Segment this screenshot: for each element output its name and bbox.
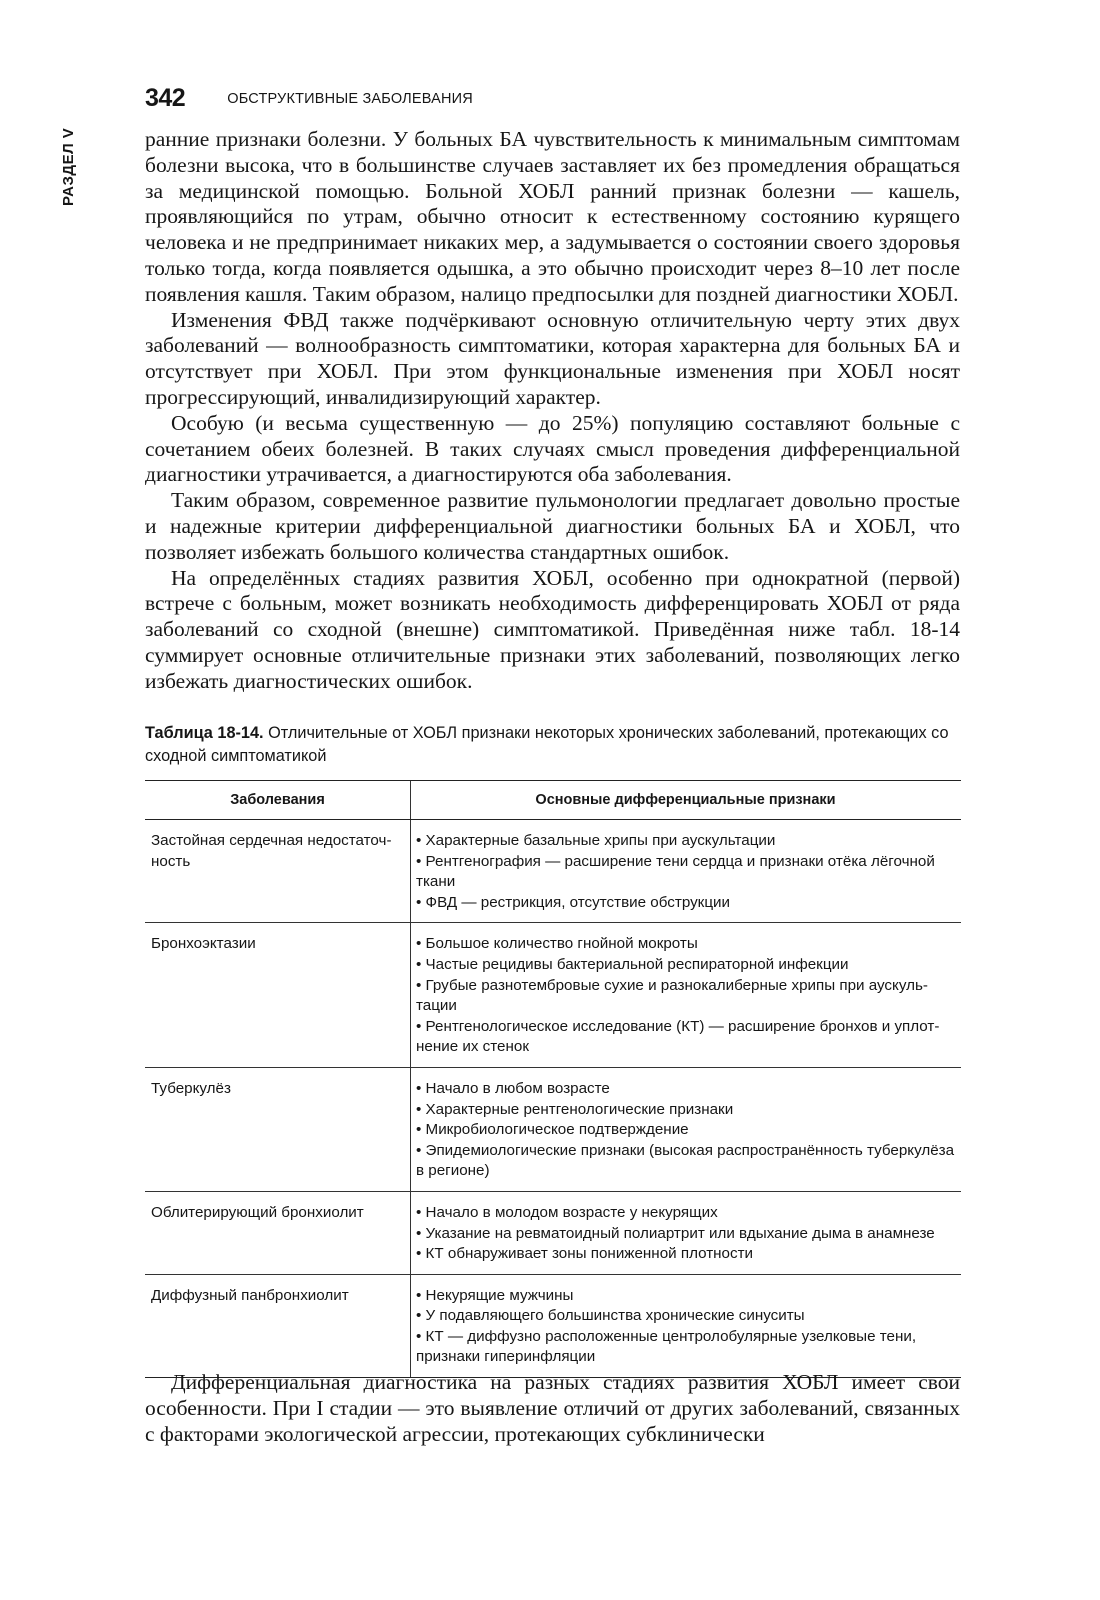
paragraph: ранние признаки болезни. У больных БА чувствительность к минимальным симптомам болезни высока, что в большинстве случаев заставляет их без промедления обращаться за медицинской помощью. Больной ХОБЛ ранний признак болезни — кашель, проявляющийся по утрам, обычно относит к естественному состоянию курящего человека и не предпринимает никаких мер, а задумывается о состоянии своего здоровья только тогда, когда появляется одышка, а это обычно происходит через 8–10 лет после появления кашля. Таким образом, налицо предпосылки для поздней диагностики ХОБЛ.	[145, 127, 960, 306]
feature-item: • Большое количество гнойной мокроты	[416, 935, 698, 953]
table-row	[145, 1067, 961, 1191]
disease-cell: Диффузный панбронхиолит	[145, 1274, 411, 1377]
column-header-features: Основные дифференциальные признаки	[411, 781, 962, 820]
column-header-diseases: Заболевания	[145, 781, 411, 820]
table-caption-text: Отличительные от ХОБЛ признаки некоторых хронических заболеваний, протекающих со сходной симптоматикой	[145, 724, 949, 765]
features-cell	[411, 1067, 962, 1191]
feature-item: • Указание на ревматоидный полиартрит или вдыхание дыма в анамнезе	[416, 1224, 935, 1242]
paragraph: Дифференциальная диагностика на разных стадиях развития ХОБЛ имеет свои особенности. При I стадии — это выявление отличий от других заболеваний, связанных с факторами экологической агрессии, протекающих субклинически	[145, 1370, 960, 1446]
paragraph: Таким образом, современное развитие пульмонологии предлагает довольно простые и надежные критерии дифференциальной диагностики больных БА и ХОБЛ, что позволяет избежать большого количества стандартных ошибок.	[145, 488, 960, 564]
paragraph: На определённых стадиях развития ХОБЛ, особенно при однократной (первой) встрече с больным, может возникать необходимость дифференцировать ХОБЛ от ряда заболеваний со сходной (внешне) симптоматикой. Приведённая ниже табл. 18-14 суммирует основные отличительные признаки этих заболеваний, позволяющих легко избежать диагностических ошибок.	[145, 565, 960, 693]
table-row	[145, 1191, 961, 1274]
feature-item: • Рентгенологическое исследование (КТ) — расширение бронхов и уплотнение их стенок	[416, 1017, 940, 1056]
features-cell	[411, 820, 962, 923]
feature-item: • У подавляющего большинства хронические синуситы	[416, 1307, 805, 1325]
feature-item: • КТ обнаруживает зоны пониженной плотности	[416, 1245, 754, 1263]
feature-item: • Некурящие мужчины	[416, 1286, 574, 1304]
table-row	[145, 820, 961, 923]
table-row	[145, 923, 961, 1068]
disease-cell: Бронхоэктазии	[145, 923, 411, 1068]
body-text	[145, 127, 960, 695]
disease-cell: Застойная сердечная недостаточность	[145, 820, 411, 923]
feature-item: • Эпидемиологические признаки (высокая распространённость туберкулёза в регионе)	[416, 1141, 955, 1180]
table-header-row	[145, 781, 961, 820]
paragraph: Изменения ФВД также подчёркивают основную отличительную черту этих двух заболеваний — волнообразность симптоматики, которая характерна для больных БА и отсутствует при ХОБЛ. При этом функциональные изменения при ХОБЛ носят прогрессирующий, инвалидизирующий характер.	[145, 307, 960, 409]
table-caption-number: Таблица 18-14.	[145, 724, 264, 742]
feature-item: • Грубые разнотембровые сухие и разнокалиберные хрипы при аускультации	[416, 976, 928, 1015]
closing-text	[145, 1370, 960, 1447]
section-title: ОБСТРУКТИВНЫЕ ЗАБОЛЕВАНИЯ	[227, 90, 473, 107]
disease-cell: Облитерирующий бронхиолит	[145, 1191, 411, 1274]
feature-item: • Характерные базальные хрипы при аускультации	[416, 832, 776, 849]
features-cell	[411, 1191, 962, 1274]
feature-item: • Микробиологическое подтверждение	[416, 1121, 689, 1139]
differential-diagnosis-table	[145, 780, 961, 1378]
table-row	[145, 1274, 961, 1377]
running-head	[145, 84, 473, 120]
feature-item: • Характерные рентгенологические признаки	[416, 1100, 734, 1118]
feature-item: • КТ — диффузно расположенные центролобулярные узелковые тени, признаки гиперинфляции	[416, 1327, 917, 1366]
feature-item: • ФВД — рестрикция, отсутствие обструкции	[416, 893, 730, 911]
section-side-label: РАЗДЕЛ V	[60, 127, 77, 206]
feature-item: • Начало в молодом возрасте у некурящих	[416, 1203, 718, 1221]
page-number: 342	[145, 84, 186, 112]
disease-cell: Туберкулёз	[145, 1067, 411, 1191]
feature-item: • Начало в любом возрасте	[416, 1079, 610, 1097]
paragraph: Особую (и весьма существенную — до 25%) популяцию составляют больные с сочетанием обеих болезней. В таких случаях смысл проведения дифференциальной диагностики утрачивается, а диагностируются оба заболевания.	[145, 410, 960, 487]
feature-item: • Рентгенография — расширение тени сердца и признаки отёка лёгочной ткани	[416, 852, 935, 891]
table-caption	[145, 722, 963, 768]
features-cell	[411, 1274, 962, 1377]
feature-item: • Частые рецидивы бактериальной респираторной инфекции	[416, 955, 849, 973]
features-cell	[411, 923, 962, 1068]
